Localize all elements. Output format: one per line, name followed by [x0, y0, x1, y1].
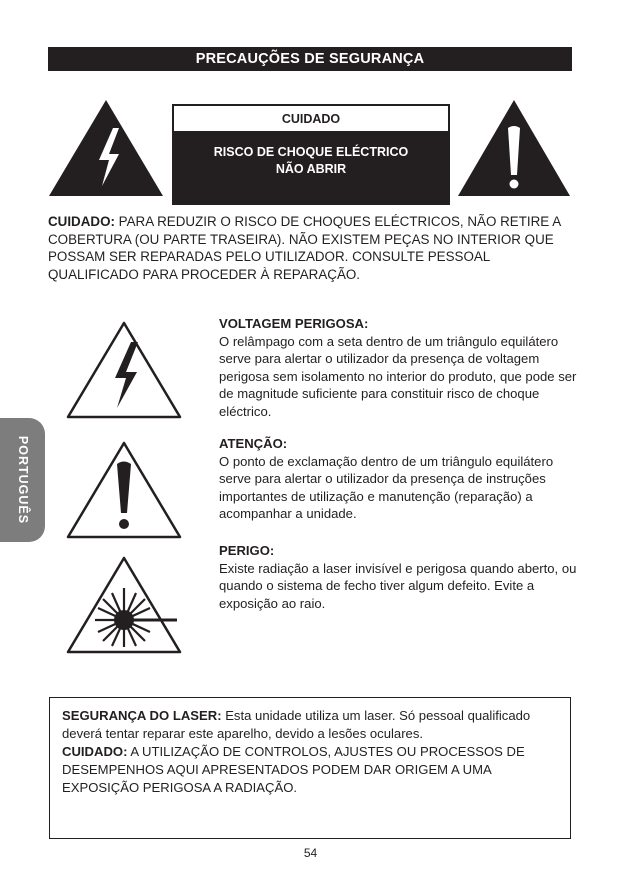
item-text: O ponto de exclamação dentro de um triângulo equilátero serve para alertar o utilizador da presença de instruções importantes de utilização e manutenção (reparação) a acompanhar a unidade.: [219, 453, 554, 522]
page-title: [48, 47, 572, 71]
laser-safety-text: [62, 707, 562, 797]
warning-label-line2: NÃO ABRIR: [275, 162, 347, 176]
item-text: Existe radiação a laser invisível e perigosa quando aberto, ou quando o sistema de fecho tiver algum defeito. Evite a exposição ao raio.: [219, 560, 577, 611]
warning-label-line1: RISCO DE CHOQUE ELÉCTRICO: [213, 145, 409, 159]
language-side-tab: [0, 418, 45, 542]
exclamation-warning-icon: [456, 98, 572, 198]
hazard-item-danger: [219, 542, 579, 612]
language-tab-label: PORTUGUÊS: [15, 435, 30, 525]
laser-safety-box: [49, 697, 571, 839]
lightning-warning-icon: [47, 98, 165, 198]
item-text: O relâmpago com a seta dentro de um triângulo equilátero serve para alertar o utilizador da presença de voltagem perigosa sem isolamento no interior do produto, que pode ser de magnitude suficiente para constituir risco de choque eléctrico.: [219, 333, 577, 419]
laser-caution-label: CUIDADO:: [62, 744, 128, 759]
item-heading: VOLTAGEM PERIGOSA:: [219, 316, 369, 331]
exclamation-triangle-icon: [65, 440, 183, 540]
warning-label-body: [172, 144, 450, 178]
caution-text: PARA REDUZIR O RISCO DE CHOQUES ELÉCTRICOS, NÃO RETIRE A COBERTURA (OU PARTE TRASEIRA). NÃO EXISTEM PEÇAS NO INTERIOR QUE POSSAM SER REPARADAS PELO UTILIZADOR. CONSULTE PESSOAL QUALIFICADO PARA PROCEDER À REPARAÇÃO.: [48, 214, 561, 282]
lightning-triangle-icon: [65, 320, 183, 420]
shock-warning-label: [172, 104, 450, 205]
caution-paragraph: [48, 213, 578, 283]
page-number: 54: [303, 846, 318, 860]
laser-radiation-icon: [65, 555, 183, 655]
laser-caution-body: A UTILIZAÇÃO DE CONTROLOS, AJUSTES OU PROCESSOS DE DESEMPENHOS AQUI APRESENTADOS PODEM DAR ORIGEM A UMA EXPOSIÇÃO PERIGOSA A RADIAÇÃO.: [62, 744, 525, 795]
caution-label: CUIDADO:: [48, 214, 115, 229]
item-heading: PERIGO:: [219, 543, 275, 558]
item-heading: ATENÇÃO:: [219, 436, 288, 451]
page-title-text: PRECAUÇÕES DE SEGURANÇA: [195, 51, 425, 67]
laser-safety-body: Esta unidade utiliza um laser. Só pessoal qualificado deverá tentar reparar este aparelho, devido a lesões oculares.: [62, 708, 531, 741]
hazard-item-attention: [219, 435, 579, 523]
laser-safety-label: SEGURANÇA DO LASER:: [62, 708, 222, 723]
warning-label-header: CUIDADO: [174, 106, 448, 131]
hazard-item-voltage: [219, 315, 579, 421]
